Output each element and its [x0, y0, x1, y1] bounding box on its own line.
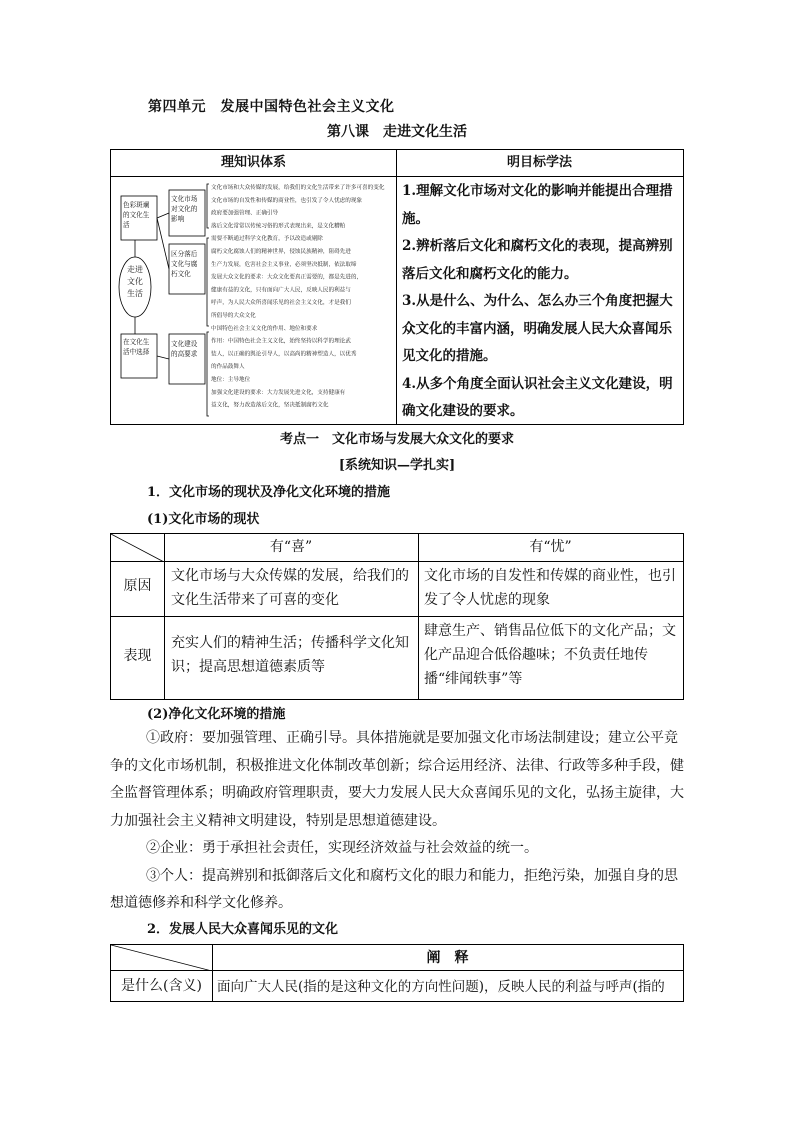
table-cell: 文化市场与大众传媒的发展，给我们的文化生活带来了可喜的变化 [171, 568, 409, 608]
diagram-node-label: 色彩斑斓 [123, 201, 150, 209]
row-label: 原因 [123, 578, 152, 594]
item-subheading-2: (2)净化文化环境的措施 [147, 707, 286, 722]
knowledge-diagram-svg [111, 176, 396, 425]
diagram-note: 落后文化常常以传统习俗的形式表现出来，是文化糟粕 [211, 223, 346, 230]
table-cell: 充实人们的精神生活；传播科学文化知识；提高思想道德素质等 [171, 635, 409, 675]
mass-culture-table [110, 944, 684, 1002]
diagram-node-label: 文化与腐 [171, 260, 198, 268]
diagram-center-label: 走进 [127, 265, 143, 274]
diagram-note: 地位：主导地位 [211, 377, 251, 383]
diagram-note: 腐朽文化腐蚀人们的精神世界，侵蚀民族精神，阻碍先进 [211, 249, 351, 255]
diagram-note: 呼声，为人民大众所喜闻乐见的社会主义文化，才是我们 [211, 300, 351, 307]
diagram-note: 加强文化建设的要求：大力发展先进文化，支持健康有 [211, 389, 346, 396]
diagonal-header-line [111, 945, 212, 971]
col-header-xi: 有“喜” [269, 539, 313, 555]
diagram-node-label: 的文化生 [123, 211, 150, 219]
table-cell: 肆意生产、销售品位低下的文化产品；文化产品迎合低俗趣味；不负责任地传播“绯闻轶事”等 [424, 623, 676, 687]
table-cell: 面向广大人民(指的是这种文化的方向性问题)，反映人民的利益与呼声(指的 [217, 979, 665, 995]
culture-market-table [110, 533, 684, 700]
row-label: 是什么(含义) [121, 978, 202, 994]
diagram-center-label: 文化 [127, 277, 143, 286]
measure-enterprise: ②企业：勇于承担社会责任，实现经济效益与社会效益的统一。 [146, 840, 538, 856]
diagram-note: 需要不断通过科学文化教育，予以改造或剔除 [211, 236, 323, 243]
diagram-node-label: 文化建设 [171, 340, 198, 348]
table-cell: 文化市场的自发性和传媒的商业性，也引发了令人忧虑的现象 [424, 568, 676, 608]
diagram-node-label: 的高要求 [171, 350, 198, 358]
diagram-note: 中国特色社会主义文化的作用、地位和要求 [211, 325, 318, 332]
row-label: 表现 [123, 648, 152, 664]
diagram-node-label: 活 [123, 221, 130, 229]
goals-header: 明目标学法 [396, 150, 683, 177]
diagram-node-label: 朽文化 [171, 270, 191, 278]
diagram-note: 政府要加强管理、正确引导 [211, 210, 279, 217]
diagram-note: 文化市场的自发性和传媒的商业性，也引发了令人忧虑的现象 [211, 197, 363, 204]
diagonal-header-line [111, 534, 164, 562]
goal-item: 3.从是什么、为什么、怎么办三个角度把握大众文化的丰富内涵，明确发展人民大众喜闻乐见文化的措施。 [402, 293, 673, 364]
diagram-note: 文化市场和大众传媒的发展，给我们的文化生活带来了许多可喜的变化 [211, 185, 385, 191]
diagram-node-label: 在文化生 [123, 338, 150, 346]
table1-divider [396, 150, 397, 424]
goal-item: 1.理解文化市场对文化的影响并能提出合理措施。 [402, 183, 673, 227]
goal-item: 4.从多个角度全面认识社会主义文化建设，明确文化建设的要求。 [402, 375, 673, 419]
diagram-node-label: 对文化的 [171, 205, 198, 213]
item-heading-1: 1．文化市场的现状及净化文化环境的措施 [147, 485, 391, 500]
interpretation-header: 阐 释 [426, 950, 469, 966]
diagram-node-label: 文化市场 [171, 195, 198, 203]
col-header-you: 有“忧” [529, 539, 572, 555]
unit-title: 第四单元 发展中国特色社会主义文化 [148, 99, 395, 115]
diagram-note: 生产力发展，危害社会主义事业，必须坚决抵制，依法取缔 [211, 261, 357, 268]
diagram-note: 作用：中国特色社会主义文化，始终坚持以科学的理论武 [211, 338, 351, 345]
item-subheading-1: (1)文化市场的现状 [147, 512, 260, 527]
section-title: 考点一 文化市场与发展大众文化的要求 [279, 432, 514, 447]
knowledge-system-header: 理知识体系 [111, 150, 396, 177]
learning-goals [402, 178, 682, 426]
item-heading-2: 2．发展人民大众喜闻乐见的文化 [147, 922, 339, 937]
measure-individual: ③个人：提高辨别和抵御落后文化和腐朽文化的眼力和能力，拒绝污染，加强自身的思想道德修养和科学文化修养。 [110, 867, 678, 911]
diagram-center-label: 生活 [127, 289, 143, 298]
lesson-title [0, 121, 794, 141]
diagram-node-label: 区分落后 [171, 250, 198, 258]
measures-block [110, 725, 684, 918]
diagram-note: 益文化，努力改造落后文化，坚决抵制腐朽文化 [211, 402, 329, 409]
diagram-note: 的作品鼓舞人 [211, 364, 245, 371]
goal-item: 2.辨析落后文化和腐朽文化的表现，提高辨别落后文化和腐朽文化的能力。 [402, 238, 673, 282]
diagram-node-label: 活中选择 [123, 348, 150, 356]
knowledge-goals-table [110, 149, 684, 425]
knowledge-diagram [111, 176, 396, 425]
section-subtitle: [系统知识—学扎实] [338, 458, 456, 473]
diagram-node-label: 影响 [171, 215, 185, 223]
measure-government: ①政府：要加强管理、正确引导。具体措施就是要加强文化市场法制建设；建立公平竞争的文化市场机制，积极推进文化体制改革创新；综合运用经济、法律、行政等多种手段，健全监督管理体系；明确政府管理职责，要大力发展人民大众喜闻乐见的文化，弘扬主旋律，大力加强社会主义精神文明建设，特别是思想道德建设。 [110, 730, 684, 829]
diagram-note: 装人，以正确的舆论引导人，以高尚的精神塑造人，以优秀 [211, 351, 357, 358]
diagram-note: 健康有益的文化，只有面向广大人民，反映人民的利益与 [211, 287, 351, 294]
diagram-note: 发展大众文化的要求：大众文化要真正需要的，都是先进的， [211, 274, 363, 281]
lesson-title-text: 第八课 走进文化生活 [327, 124, 467, 140]
diagram-note: 所倡导的大众文化 [211, 313, 256, 319]
